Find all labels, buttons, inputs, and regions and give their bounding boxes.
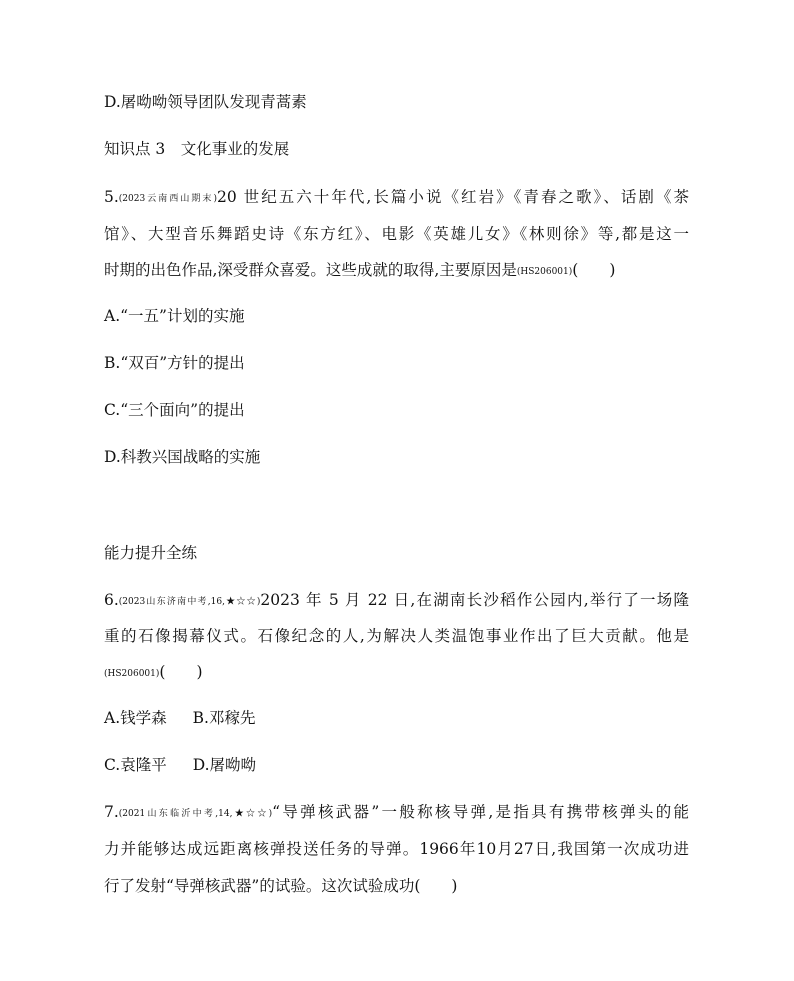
q5-code: (HS206001) — [516, 267, 573, 277]
q7-text-3: 行了发射“导弹核武器”的试验。这次试验成功 — [104, 877, 415, 895]
q6-option-d: D.屠呦呦 — [192, 756, 257, 774]
q7-line-3 — [104, 876, 457, 896]
q7-line-2: 力并能够达成远距离核弹投送任务的导弹。1966年10月27日,我国第一次成功进 — [104, 840, 689, 858]
q5-text-3: 时期的出色作品,深受群众喜爱。这些成就的取得,主要原因是 — [104, 261, 517, 279]
q5-text-1: 20 世纪五六十年代,长篇小说《红岩》《青春之歌》、话剧《茶 — [216, 188, 689, 206]
q7-line-1 — [104, 802, 689, 824]
q5-blank: ( ) — [572, 261, 616, 279]
q6-line-3 — [104, 662, 203, 684]
q6-option-b: B.邓稼先 — [192, 709, 256, 727]
q5-option-d: D.科教兴国战略的实施 — [104, 448, 261, 466]
q7-text-1: “导弹核武器”一般称核导弹,是指具有携带核弹头的能 — [272, 803, 689, 821]
q5-number: 5. — [104, 188, 119, 206]
q5-source: (2023云南西山期末) — [118, 194, 217, 204]
q7-number: 7. — [104, 803, 119, 821]
q7-blank: ( ) — [414, 877, 458, 895]
q6-code: (HS206001) — [104, 669, 160, 679]
q6-source: (2023山东济南中考,16,★☆☆) — [118, 597, 261, 607]
q7-source: (2021山东临沂中考,14,★☆☆) — [118, 809, 273, 819]
q6-number: 6. — [104, 591, 119, 609]
q6-option-a: A.钱学森 — [104, 709, 167, 727]
q5-line-2: 馆》、大型音乐舞蹈史诗《东方红》、电影《英雄儿女》《林则徐》等,都是这一 — [104, 225, 689, 243]
q6-text-1: 2023 年 5 月 22 日,在湖南长沙稻作公园内,举行了一场隆 — [260, 591, 689, 609]
q5-option-b: B.“双百”方针的提出 — [104, 354, 245, 372]
section-heading: 知识点 3 文化事业的发展 — [104, 140, 290, 158]
ability-heading: 能力提升全练 — [104, 544, 198, 562]
q6-line-1 — [104, 590, 689, 612]
q5-option-a: A.“一五”计划的实施 — [104, 307, 245, 325]
q5-line-1 — [104, 187, 689, 209]
q6-line-2: 重的石像揭幕仪式。石像纪念的人,为解决人类温饱事业作出了巨大贡献。他是 — [104, 627, 689, 645]
q6-blank: ( ) — [159, 663, 203, 681]
q6-options-row-1 — [104, 708, 255, 728]
q4-option-d: D.屠呦呦领导团队发现青蒿素 — [104, 93, 307, 111]
q5-line-3 — [104, 260, 615, 282]
q5-option-c: C.“三个面向”的提出 — [104, 401, 245, 419]
q6-options-row-2 — [104, 755, 256, 775]
q6-option-c: C.袁隆平 — [104, 756, 167, 774]
